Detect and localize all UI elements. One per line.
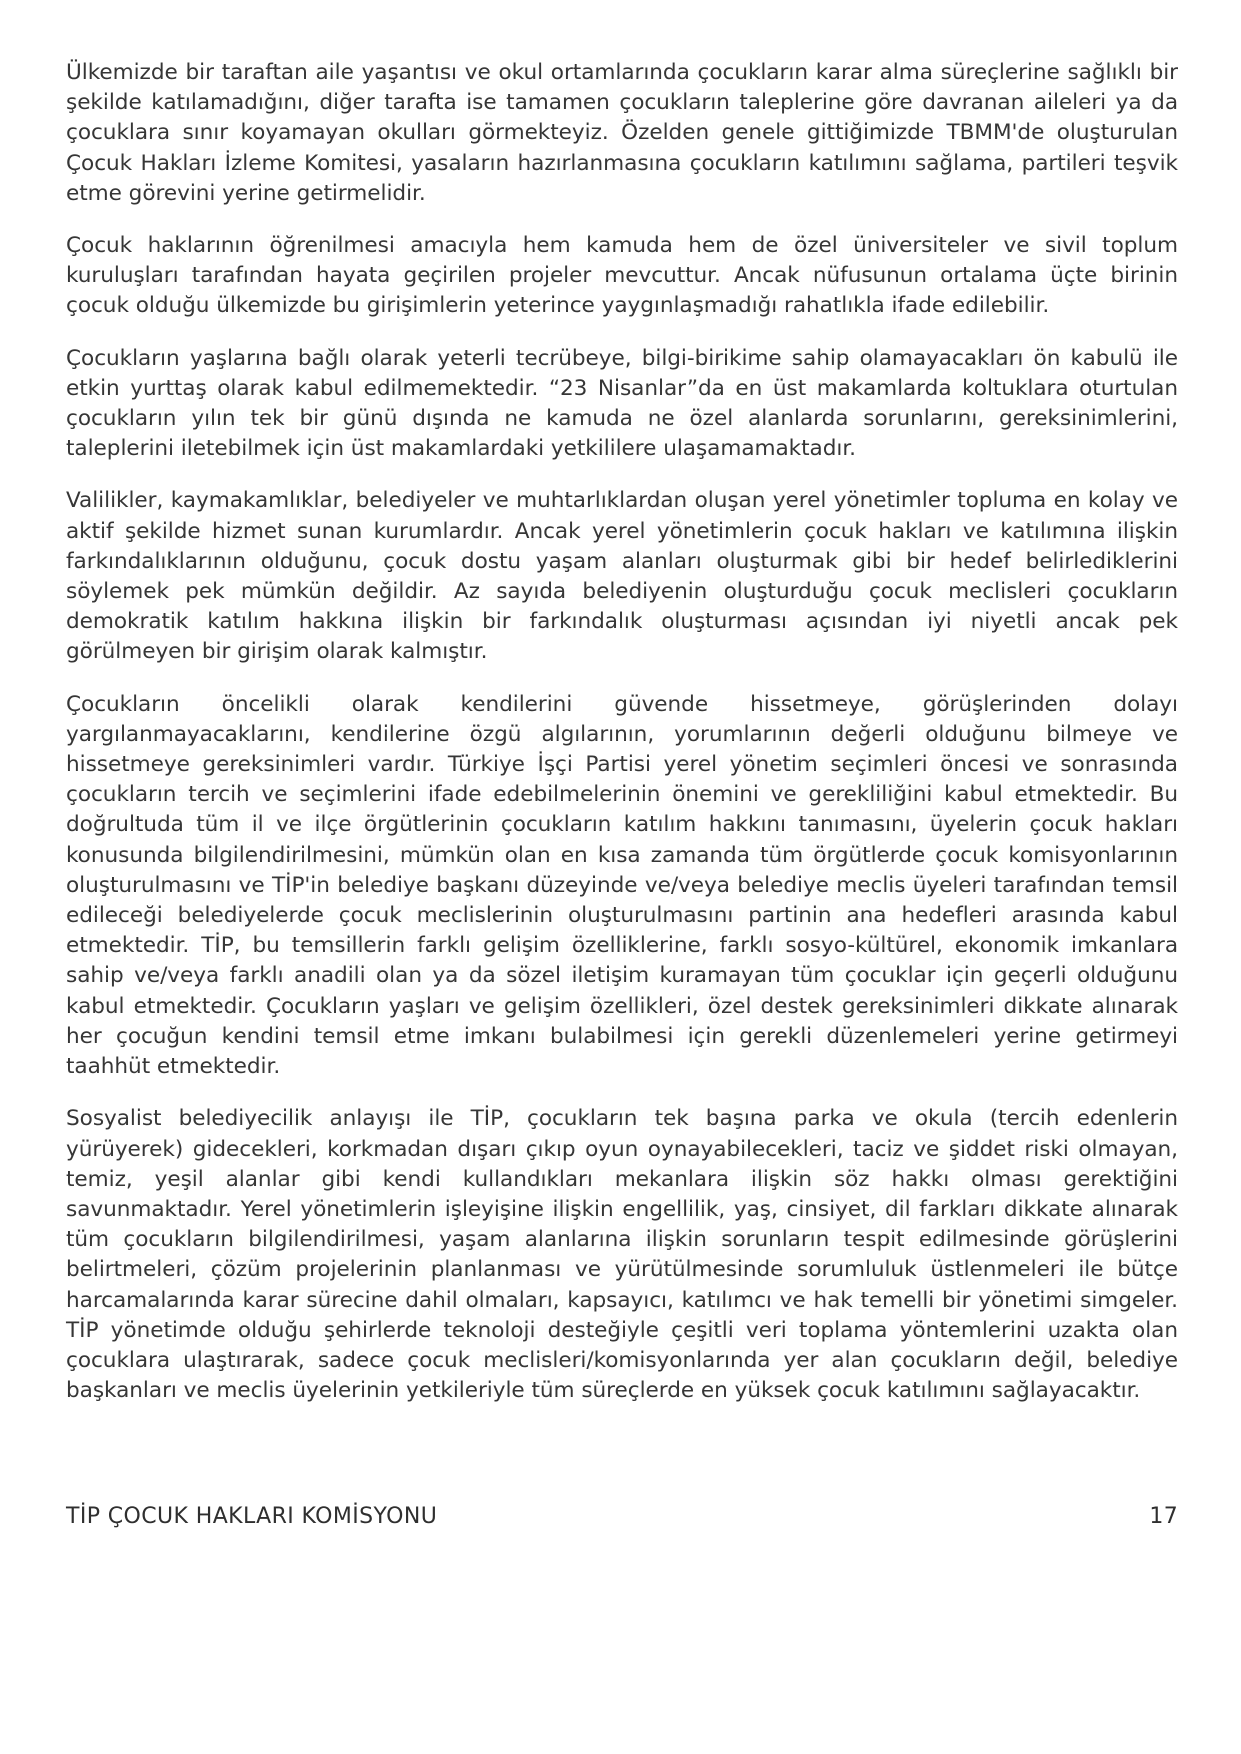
footer-title: TİP ÇOCUK HAKLARI KOMİSYONU xyxy=(66,1504,438,1529)
page-number: 17 xyxy=(1149,1504,1178,1529)
paragraph: Ülkemizde bir taraftan aile yaşantısı ve okul ortamlarında çocukların karar alma süreçlerine sağlıklı bir şekilde katılamadığını, diğer tarafta ise tamamen çocukların taleplerine göre davranan aileleri ya da çocuklara sınır koyamayan okulları görmekteyiz. Özelden genele gittiğimizde TBMM'de oluşturulan Çocuk Hakları İzleme Komitesi, yasaların hazırlanmasına çocukların katılımını sağlama, partileri teşvik etme görevini yerine getirmelidir. xyxy=(66,60,1178,206)
page-body-text xyxy=(66,58,1178,1406)
paragraph: Çocukların öncelikli olarak kendilerini güvende hissetmeye, görüşlerinden dolayı yargılanmayacaklarını, kendilerine özgü algılarının, yorumlarının değerli olduğunu bilmeye ve hissetmeye gereksinimleri vardır. Türkiye İşçi Partisi yerel yönetim seçimleri öncesi ve sonrasında çocukların tercih ve seçimlerini ifade edebilmelerinin önemini ve gerekliliğini kabul etmektedir. Bu doğrultuda tüm il ve ilçe örgütlerinin çocukların katılım hakkını tanımasını, üyelerin çocuk hakları konusunda bilgilendirilmesini, mümkün olan en kısa zamanda tüm örgütlerde çocuk komisyonlarının oluşturulmasını ve TİP'in belediye başkanı düzeyinde ve/veya belediye meclis üyeleri tarafından temsil edileceği belediyelerde çocuk meclislerinin oluşturulmasını partinin ana hedefleri arasında kabul etmektedir. TİP, bu temsillerin farklı gelişim özelliklerine, farklı sosyo-kültürel, ekonomik imkanlara sahip ve/veya farklı anadili olan ya da sözel iletişim kuramayan tüm çocuklar için geçerli olduğunu kabul etmektedir. Çocukların yaşları ve gelişim özellikleri, özel destek gereksinimleri dikkate alınarak her çocuğun kendini temsil etme imkanı bulabilmesi için gerekli düzenlemeleri yerine getirmeyi taahhüt etmektedir. xyxy=(66,691,1178,1080)
paragraph: Valilikler, kaymakamlıklar, belediyeler ve muhtarlıklardan oluşan yerel yönetimler topluma en kolay ve aktif şekilde hizmet sunan kurumlardır. Ancak yerel yönetimlerin çocuk hakları ve katılımına ilişkin farkındalıklarının olduğunu, çocuk dostu yaşam alanları oluşturmak gibi bir hedef belirlediklerini söylemek pek mümkün değildir. Az sayıda belediyenin oluşturduğu çocuk meclisleri çocukların demokratik katılım hakkına ilişkin bir farkındalık oluşturması açısından iyi niyetli ancak pek görülmeyen bir girişim olarak kalmıştır. xyxy=(66,488,1178,665)
paragraph: Çocuk haklarının öğrenilmesi amacıyla hem kamuda hem de özel üniversiteler ve sivil toplum kuruluşları tarafından hayata geçirilen projeler mevcuttur. Ancak nüfusunun ortalama üçte birinin çocuk olduğu ülkemizde bu girişimlerin yeterince yaygınlaşmadığı rahatlıkla ifade edilebilir. xyxy=(66,233,1178,319)
page-footer xyxy=(66,1503,1178,1531)
paragraph: Çocukların yaşlarına bağlı olarak yeterli tecrübeye, bilgi-birikime sahip olamayacakları ön kabulü ile etkin yurttaş olarak kabul edilmemektedir. “23 Nisanlar”da en üst makamlarda koltuklara oturtulan çocukların yılın tek bir günü dışında ne kamuda ne özel alanlarda sorunlarını, gereksinimlerini, taleplerini iletebilmek için üst makamlardaki yetkililere ulaşamamaktadır. xyxy=(66,345,1178,462)
paragraph: Sosyalist belediyecilik anlayışı ile TİP, çocukların tek başına parka ve okula (tercih edenlerin yürüyerek) gidecekleri, korkmadan dışarı çıkıp oyun oynayabilecekleri, taciz ve şiddet riski olmayan, temiz, yeşil alanlar gibi kendi kullandıkları mekanlara ilişkin söz hakkı olması gerektiğini savunmaktadır. Yerel yönetimlerin işleyişine ilişkin engellilik, yaş, cinsiyet, dil farkları dikkate alınarak tüm çocukların bilgilendirilmesi, yaşam alanlarına ilişkin sorunların tespit edilmesinde görüşlerini belirtmeleri, çözüm projelerinin planlanması ve yürütülmesinde sorumluluk üstlenmeleri ile bütçe harcamalarında karar sürecine dahil olmaları, kapsayıcı, katılımcı ve hak temelli bir yönetimi simgeler. TİP yönetimde olduğu şehirlerde teknoloji desteğiyle çeşitli veri toplama yöntemlerini uzakta olan çocuklara ulaştırarak, sadece çocuk meclisleri/komisyonlarında yer alan çocukların değil, belediye başkanları ve meclis üyelerinin yetkileriyle tüm süreçlerde en yüksek çocuk katılımını sağlayacaktır. xyxy=(66,1106,1178,1404)
